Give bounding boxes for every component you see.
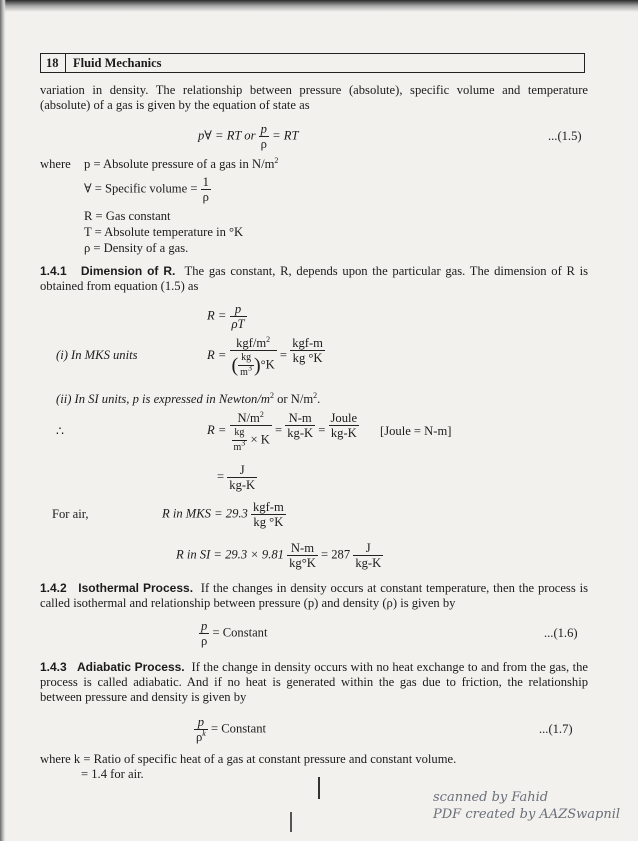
gas-constant-definition: R = Gas constant [84,209,171,223]
specific-volume-den: ρ [202,190,209,204]
where-word: where [40,157,71,171]
si-den-m3-sup: 3 [241,438,246,448]
pressure-definition-text: p = Absolute pressure of a gas in N/m [84,157,275,171]
scan-top-shadow [0,0,638,12]
eq-1-7-den [194,730,208,744]
section-1-4-2-number: 1.4.2 [40,581,67,595]
equation-1-5-tag: ...(1.5) [548,129,582,143]
temperature-definition: T = Absolute temperature in °K [84,225,244,239]
specific-volume-num: 1 [202,175,209,189]
equation-1-6 [199,619,267,648]
mks-den-1 [230,351,277,380]
scan-left-shadow [0,0,6,841]
mks-lhs: R = [207,348,227,362]
si-label-text: (ii) In SI units, p is expressed in Newton/m [56,392,270,406]
joule-note: [Joule = N-m] [380,424,452,438]
si-den-m3 [232,438,248,455]
si-eq-3: = [217,469,225,484]
page-header [40,53,585,73]
si-den-1 [230,426,272,455]
intro-paragraph: variation in density. The relationship between pressure (absolute), specific volume and temperature (absolute) of a gas is given by the equation of state as [40,83,588,113]
section-1-4-3-title: Adiabatic Process. [76,660,185,674]
air-si-fraction-1 [287,541,318,570]
pressure-definition [84,157,278,172]
air-si-lhs: R in SI = 29.3 × 9.81 [176,547,284,562]
si-label-end: . [317,392,321,406]
si-fraction-4 [227,463,257,492]
air-mks-num: kgf-m [252,500,284,514]
specific-volume-definition [84,175,211,204]
book-title: Fluid Mechanics [73,56,162,70]
eq-1-7-den-text: ρ [196,730,203,744]
si-eq-1: = [274,423,283,437]
eq-1-5-fraction [259,122,269,151]
scan-mark-stroke-2 [290,812,292,832]
air-mks-lhs: R in MKS = 29.3 [162,506,248,521]
si-kg-per-m3 [232,426,248,455]
si-eq-2: = [318,423,326,437]
si-num-3: Joule [330,411,358,425]
si-num-1 [230,411,272,426]
mks-label: (i) In MKS units [56,348,138,362]
k-definition-line-1: where k = Ratio of specific heat of a gas at constant pressure and constant volume. [40,752,457,766]
section-1-4-1-number: 1.4.1 [40,264,67,278]
si-den-3: kg-K [330,426,357,440]
mks-den-kg: kg [238,351,254,366]
air-mks-den: kg °K [253,515,284,529]
eq-1-7-fraction [194,715,208,744]
for-air-label: For air, [52,507,89,521]
section-1-4-3 [40,660,588,706]
eq-1-6-num: p [201,619,208,633]
specific-volume-fraction [201,175,211,204]
air-si-num: N-m [287,541,318,556]
equation-1-7 [194,715,266,744]
equation-R [207,302,247,331]
eq-1-6-fraction [199,619,209,648]
equation-1-7-tag: ...(1.7) [539,722,573,736]
mks-den-k: °K [260,357,275,372]
mks-fraction-1 [230,336,277,380]
eq-R-num: p [230,302,247,317]
si-equation-result [217,463,257,492]
air-si-eq: = 287 [321,547,351,562]
si-label-tail-sup: 2 [313,390,318,400]
scan-mark-stroke [318,777,320,799]
si-label [56,392,320,407]
section-1-4-3-text: If the change in density occurs with no heat exchange to and from the gas, the process is called adiabatic. And if no heat is generated within the gas due to friction, the relationship between pressure and density is given by [40,660,589,705]
si-den-m3-text: m [233,442,242,453]
pressure-unit-sup: 2 [274,155,279,165]
si-lhs: R = [207,423,227,437]
si-num-1-text: N/m [237,411,260,425]
section-1-4-2-text: If the changes in density occurs at constant temperature, then the process is called isothermal and relationship between pressure (p) and density (ρ) is given by [40,581,588,611]
eq-1-5-den: ρ [260,137,267,151]
si-fraction-1 [230,411,272,455]
air-si-num-2: J [353,541,383,556]
mks-den-m3-sup: 3 [247,363,252,373]
density-definition: ρ = Density of a gas. [84,241,189,255]
mks-num-1-text: kgf/m [236,336,267,350]
section-1-4-3-number: 1.4.3 [40,660,67,674]
mks-den-m3 [238,363,254,380]
si-den-2: kg-K [287,426,314,440]
eq-1-5-lhs: p∀ = RT or [198,128,256,143]
mks-num-2: kgf-m [292,336,323,350]
eq-R-lhs: R = [207,308,227,323]
section-1-4-2 [40,581,588,611]
mks-paren-left: ( [231,354,239,377]
si-label-tail: or N/m [273,392,314,406]
watermark-line-2: PDF created by AAZSwapnil [433,807,621,822]
si-num-2: N-m [285,411,315,426]
mks-den-2: kg °K [292,351,323,365]
air-mks-fraction [251,500,286,529]
eq-1-5-rhs: = RT [272,128,299,143]
mks-den-m3-text: m [240,367,248,378]
mks-num-1 [230,336,277,351]
air-si-den-2: kg-K [355,556,382,570]
eq-R-fraction [230,302,247,331]
si-den-4: kg-K [229,478,256,492]
air-si-equation [176,541,383,570]
si-label-sup: 2 [269,390,274,400]
eq-1-7-num: p [194,715,208,730]
air-mks-equation [162,500,286,529]
eq-1-7-rhs: = Constant [211,721,267,736]
equation-1-5 [198,122,298,151]
si-equation [207,411,359,455]
section-1-4-1-title: Dimension of R. [80,264,176,278]
eq-1-6-rhs: = Constant [212,625,268,640]
mks-paren-right: ) [253,354,261,377]
si-num-4: J [227,463,257,478]
k-definition-line-2: = 1.4 for air. [81,767,144,781]
eq-1-6-den: ρ [201,634,208,648]
air-si-den: kg°K [289,556,316,570]
air-si-fraction-2 [353,541,383,570]
eq-1-7-den-sup: k [202,728,206,738]
equation-1-6-tag: ...(1.6) [544,626,578,640]
section-1-4-1 [40,264,588,294]
si-fraction-3 [329,411,360,440]
header-divider [65,54,66,72]
mks-eq: = [279,348,288,362]
mks-fraction-2 [290,336,325,365]
eq-R-den: ρT [231,317,245,331]
si-fraction-2 [285,411,315,440]
therefore-symbol: ∴ [56,424,65,438]
watermark-line-1: scanned by Fahid [433,790,549,805]
si-num-1-sup: 2 [259,409,264,419]
eq-1-5-num: p [260,122,267,136]
si-den-xk: × K [250,432,270,447]
page-number: 18 [46,56,59,70]
si-den-kg: kg [232,426,248,441]
section-1-4-2-title: Isothermal Process. [78,581,194,595]
mks-equation [207,336,325,380]
specific-volume-text: ∀ = Specific volume = [84,181,198,196]
mks-num-1-sup: 2 [266,334,271,344]
mks-kg-per-m3 [238,351,254,380]
section-1-4-1-text: The gas constant, R, depends upon the particular gas. The dimension of R is obtained from equation (1.5) as [40,264,588,294]
